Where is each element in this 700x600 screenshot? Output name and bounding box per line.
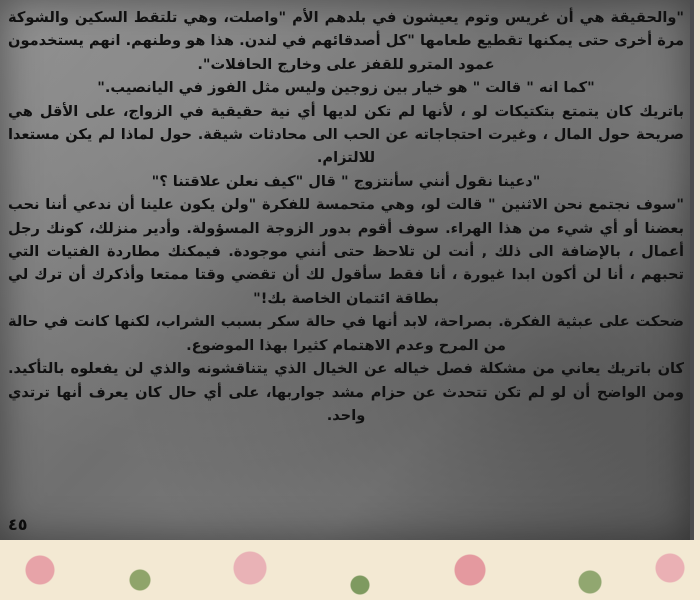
- story-text: [8, 6, 684, 427]
- floral-border: [0, 540, 700, 600]
- paragraph-5: "سوف نجتمع نحن الاثنين " قالت لو، وهي متحمسة للفكرة "ولن يكون علينا أن ندعي أننا نحب بعضنا أو أي شيء من هذا الهراء. سوف أقوم بدور الزوجة المسؤولة. وأدير منزلك، كونك رجل أعمال ، بالإضافة الى ذلك , أنت لن تلاحظ حتى أنني موجودة. فيمكنك مطاردة الفتيات التي تحبهم ، أنا لن أكون ابدا غيورة ، أنا فقط سأقول لك أن تقضي وقتا ممتعا وأذكرك أن ترك لي بطاقة ائتمان الخاصة بك!": [8, 196, 684, 307]
- paragraph-1: "والحقيقة هي أن غريس وتوم يعيشون في بلدهم الأم "واصلت، وهي تلتقط السكين والشوكة مرة أخرى حتى يمكنها تقطيع طعامها "كل أصدقائهم في لندن. هذا هو وطنهم. انهم يستخدمون عمود المترو للقفز على وخارج الحافلات".: [8, 9, 684, 73]
- paragraph-4: "دعينا نقول أنني سأنتزوج " قال "كيف نعلن علاقتنا ؟": [151, 172, 541, 190]
- paragraph-3: باتريك كان يتمتع بتكتيكات لو ، لأنها لم تكن لديها أي نية حقيقية في الزواج، على الأقل هي صريحة حول المال ، وغيرت احتجاجاته عن الحب الى محادثات شيقة. حول لماذا لم يكن مستعدا للالتزام.: [8, 102, 684, 167]
- paragraph-6: ضحكت على عبثية الفكرة. بصراحة، لابد أنها في حالة سكر بسبب الشراب، لكنها كانت في حالة من المرح وعدم الاهتمام كثيرا بهذا الموضوع.: [8, 313, 684, 354]
- paragraph-2: "كما انه " قالت " هو خيار بين زوجين وليس مثل الفوز في اليانصيب.": [97, 79, 595, 97]
- page-number: ٤٥: [8, 515, 28, 534]
- paragraph-7: كان باتريك يعاني من مشكلة فصل خياله عن الخيال الذي يتناقشونه والذي لن يفعلوه بالتأكيد. ومن الواضح أن لو لم تكن تتحدث عن حزام مشد جواربها، على أي حال كان يعرف أنها ترتدي واحد.: [8, 360, 684, 424]
